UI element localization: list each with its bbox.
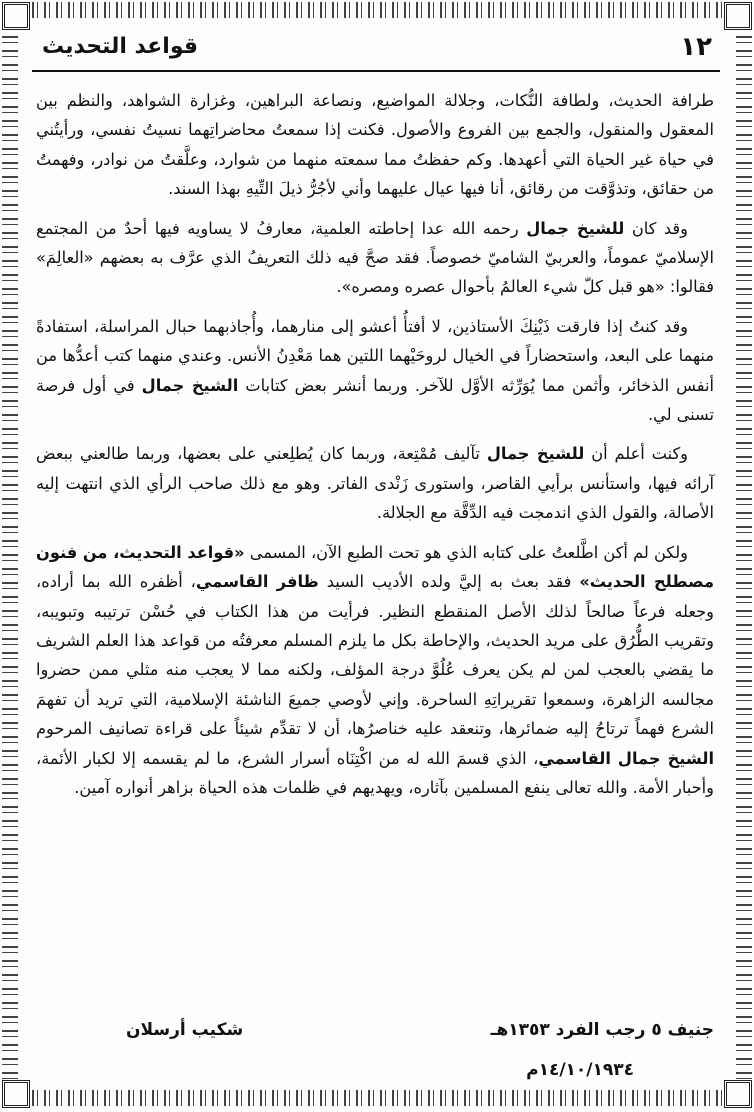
paragraph-text: ، الذي قسمَ الله له من اكْتِنَاه أسرار الشرع، ما لم يقسمه إلا لكبار الأئمة، وأحبار الأمة. والله تعالى ينفع المسلمين بآثاره، ويهديهم في ظلمات هذه الحياة بزاهر أنواره آمين. (36, 748, 714, 797)
page-body (36, 86, 714, 812)
ornamental-border-right (736, 8, 752, 1104)
bold-name: الشيخ جمال (141, 375, 239, 395)
paragraph-text: ولكن لم أكن اطَّلعتُ على كتابه الذي هو تحت الطبع الآن، المسمى (244, 542, 688, 562)
ornamental-border-top (8, 2, 746, 18)
bold-name: ظافر القاسمي (195, 572, 319, 592)
signature-place-date: جنيف ٥ رجب الفرد ١٣٥٣هـ (490, 1020, 714, 1040)
bold-name: الشيخ جمال القاسمي (538, 748, 714, 768)
paragraph (36, 439, 714, 527)
ornament-corner (724, 2, 752, 30)
paragraph (36, 214, 714, 302)
book-title: «قواعد التحديث، من فنون مصطلح الحديث» (36, 542, 714, 592)
paragraph-text: ، أظفره الله بما أراده، وجعله فرعاً صالحاً لذلك الأصل المنقطع النظير. فرأيت من هذا الكتاب في حُسْن ترتيبه وتبويبه، وتقريب الطُّرُق على مريد الحديث، والإحاطة بكل ما يلزم المسلم معرفتُه من قواعد هذا العلم الشريف ما يقضي بالعجب لمن لم يكن يعرف عُلُوَّ درجة المؤلف، ولكنه مما لا يعجب منه مثلي ممن حضروا مجالسه الزاهرة، وسمعوا تقريراتِهِ الساحرة. وإني لأوصي جميعَ الناشئة الإسلامية، التي تريد أن تفهمَ الشرع فهماً ترتاحُ إليه ضمائرها، وتنعقد عليه خناصرُها، أن لا تقدِّم شيئاً على قراءة تصانيف المرحوم (36, 572, 714, 739)
ornament-corner (724, 1080, 752, 1108)
paragraph (36, 312, 714, 430)
gregorian-date: ١٤/١٠/١٩٣٤م (526, 1060, 634, 1080)
paragraph (36, 86, 714, 204)
running-title: قواعد التحديث (42, 34, 199, 59)
paragraph-text: وكنت أعلم أن (584, 444, 688, 464)
bold-name: للشيخ جمال (526, 218, 625, 238)
paragraph-text: تآليف مُمْتِعة، وربما كان يُطلِعني على بعضها، وربما طالعني ببعض آرائه فيها، واستأنس برأيي القاصر، واستورى زَنْدى الفاتر. وهو مع ذلك صاحب الرأي الذي انتهت إليه الأصالة، والقول الذي اندمجت فيه الدِّقَّة مع الجلالة. (36, 444, 714, 523)
page-number: ١٢ (680, 32, 712, 62)
signature-row (36, 1020, 714, 1050)
paragraph-text: فقد بعث به إليَّ ولده الأديب السيد (318, 572, 580, 592)
page-header (32, 30, 720, 72)
paragraph-text: في أول فرصة تسنى لي. (36, 375, 714, 425)
ornament-corner (2, 2, 30, 30)
signature-author: شكيب أرسلان (126, 1020, 244, 1040)
paragraph (36, 538, 714, 803)
paragraph-text: رحمه الله عدا إحاطته العلمية، معارفُ لا يساويه فيها أحدٌ من المجتمع الإسلاميّ عموماً، والعربيّ الشاميّ خصوصاً. فقد صحَّ فيه ذلك التعريفُ الذي عرَّف به بعضهم «العالِمَ» فقالوا: «هو قبل كلّ شيء العالمُ بأحوال عصره ومصره». (36, 218, 714, 297)
paragraph-text: وقد كان (624, 218, 688, 238)
ornamental-border-bottom (8, 1090, 746, 1106)
paragraph-text: طرافة الحديث، ولطافة النُّكات، وجلالة المواضيع، ونصاعة البراهين، وغزارة الشواهد، والنظم بين المعقول والمنقول، والجمع بين الفروع والأصول. فكنت إذا سمعتُ محاضراتِهما نسيتُ نفسي، ورأيتُني في حياة غير الحياة التي أعهدها. وكم حفظتُ مما سمعته منهما من شوارد، وعلَّقتُ من نوادر، وفهمتُ من حقائق، وتذوَّقت من رقائق، أنا فيها عيال عليهما وأني لأجُرُّ ذيلَ التِّيهِ بهذا السند. (36, 91, 714, 199)
ornament-corner (2, 1080, 30, 1108)
ornamental-border-left (2, 8, 18, 1104)
paragraph-text: وقد كنتُ إذا فارقت ذَيْنِكَ الأستاذين، لا أفتأُ أعشو إلى منارهما، وأُجاذبهما حبال المراسلة، استفادةً منهما على البعد، واستحضاراً في الخيال لروحَيْهما اللتين هما مَعْدِنُ الأنس. وعندي منهما كتب أعدُّها من أنفس الذخائر، وأثمن مما يُوَرِّثه الأوَّل للآخر. وربما أنشر بعض كتابات (36, 316, 714, 395)
bold-name: للشيخ جمال (486, 444, 585, 464)
